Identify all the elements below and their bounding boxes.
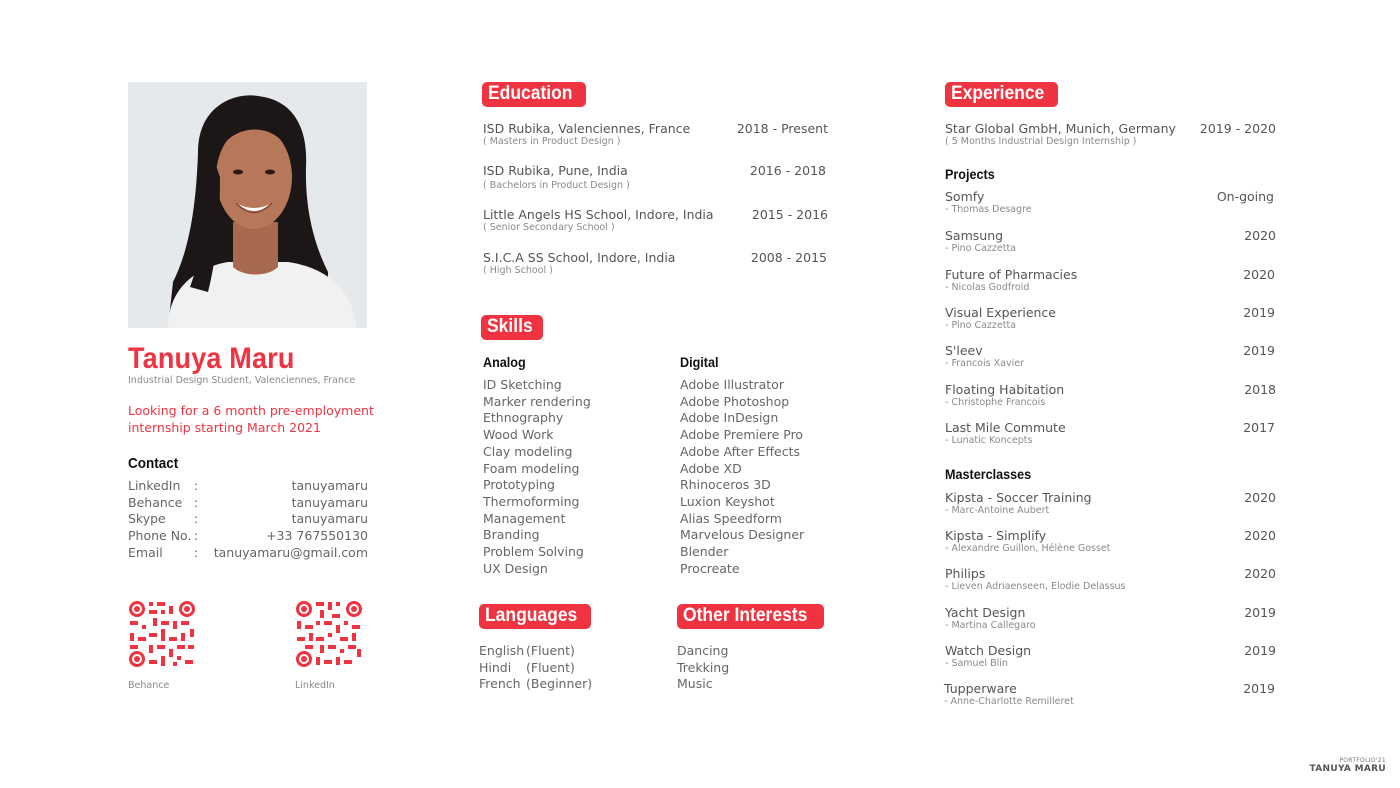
contact-value-linkedin[interactable]: tanuyamaru	[291, 478, 368, 493]
project-title: Somfy	[945, 189, 985, 204]
masterclass-item	[945, 490, 1276, 516]
contact-separator: :	[194, 495, 199, 510]
contact-separator: :	[194, 528, 199, 543]
masterclass-item	[945, 643, 1276, 669]
contact-label: Behance	[128, 495, 183, 510]
masterclass-title: Tupperware	[944, 681, 1017, 696]
masterclass-year: 2019	[1244, 605, 1276, 620]
project-item	[945, 305, 1275, 331]
contact-row-linkedin	[128, 478, 368, 495]
skill-item: Adobe XD	[680, 460, 742, 476]
project-title: Future of Pharmacies	[945, 267, 1078, 282]
project-item	[945, 343, 1275, 369]
languages-heading-text: Languages	[485, 605, 578, 626]
language-item	[479, 643, 592, 660]
project-year: 2018	[1244, 382, 1276, 397]
projects-heading: Projects	[945, 166, 995, 182]
behance-qr-code[interactable]	[128, 600, 196, 668]
skill-item: Blender	[680, 544, 729, 560]
masterclass-title: Kipsta - Simplify	[945, 528, 1047, 543]
project-mentor: - Christophe Francois	[945, 397, 1046, 408]
project-item	[945, 382, 1276, 408]
education-heading-text: Education	[488, 83, 573, 104]
masterclass-mentor: - Martina Callegaro	[945, 620, 1036, 631]
language-item	[479, 660, 592, 677]
interest-item: Trekking	[677, 659, 730, 675]
skill-item: Adobe Illustrator	[680, 377, 784, 392]
experience-heading	[945, 82, 1058, 107]
contact-label: LinkedIn	[128, 478, 181, 493]
contact-row-phone	[128, 528, 368, 545]
portfolio-footer-label: PORTFOLIO'21	[1339, 757, 1386, 764]
skill-item: Problem Solving	[483, 544, 584, 560]
education-years: 2016 - 2018	[749, 163, 826, 178]
skill-item: Adobe Premiere Pro	[680, 427, 804, 443]
job-years: 2019 - 2020	[1199, 121, 1276, 136]
contact-separator: :	[194, 478, 199, 493]
internship-statement-line2: internship starting March 2021	[128, 420, 321, 435]
profile-subtitle: Industrial Design Student, Valenciennes, France	[128, 375, 356, 386]
portrait-illustration	[128, 82, 367, 328]
language-level: (Fluent)	[526, 659, 575, 675]
project-mentor: - Pino Cazzetta	[945, 320, 1017, 331]
skill-item: Marvelous Designer	[680, 527, 805, 543]
internship-statement	[128, 402, 388, 436]
education-title: ISD Rubika, Valenciennes, France	[483, 121, 691, 136]
interest-item: Music	[677, 676, 713, 692]
education-item	[483, 250, 827, 276]
project-item	[945, 189, 1274, 215]
skill-item: Adobe After Effects	[680, 443, 800, 459]
contact-row-skype	[128, 511, 368, 528]
linkedin-qr-code[interactable]	[295, 600, 363, 668]
masterclass-mentor: - Samuel Blin	[945, 658, 1008, 669]
contact-row-email	[128, 545, 368, 562]
education-years: 2018 - Present	[736, 121, 828, 136]
contact-label: Email	[128, 545, 163, 560]
skill-item: Rhinoceros 3D	[680, 477, 771, 493]
contact-heading: Contact	[128, 455, 179, 472]
education-item	[483, 163, 826, 191]
language-name: English	[479, 643, 525, 658]
language-name: Hindi	[479, 659, 512, 675]
masterclass-year: 2020	[1244, 490, 1276, 505]
digital-heading: Digital	[680, 354, 719, 370]
masterclass-mentor: - Alexandre Guillon, Hélène Gosset	[945, 543, 1111, 554]
language-name: French	[479, 676, 521, 692]
project-title: Floating Habitation	[945, 382, 1065, 397]
masterclass-year: 2020	[1244, 566, 1276, 581]
project-mentor: - Francois Xavier	[945, 358, 1024, 369]
education-item	[483, 121, 828, 147]
education-degree: ( Masters in Product Design )	[483, 136, 621, 147]
skill-item: Procreate	[680, 560, 740, 576]
skill-item: ID Sketching	[483, 377, 562, 392]
contact-value-skype[interactable]: tanuyamaru	[291, 511, 368, 526]
skill-item: Adobe InDesign	[680, 410, 779, 426]
masterclass-mentor: - Lieven Adriaenseen, Elodie Delassus	[945, 581, 1126, 592]
education-years: 2015 - 2016	[751, 207, 828, 222]
project-year: 2019	[1243, 305, 1275, 320]
skills-heading-text: Skills	[487, 316, 533, 337]
linkedin-qr-label: LinkedIn	[295, 680, 335, 691]
project-year: 2020	[1243, 267, 1275, 282]
contact-label: Phone No.	[128, 528, 192, 543]
skill-item: Adobe Photoshop	[680, 393, 790, 409]
analog-skills-list	[483, 377, 591, 577]
education-heading	[482, 82, 586, 107]
contact-row-behance	[128, 495, 368, 512]
masterclass-year: 2020	[1244, 528, 1276, 543]
education-title: ISD Rubika, Pune, India	[483, 163, 628, 178]
project-title: Last Mile Commute	[945, 420, 1066, 435]
masterclass-item	[944, 681, 1275, 707]
experience-heading-text: Experience	[951, 83, 1045, 104]
project-item	[945, 228, 1276, 254]
interests-heading	[677, 604, 824, 629]
education-degree: ( Senior Secondary School )	[483, 222, 615, 233]
project-item	[945, 420, 1275, 446]
masterclass-item	[945, 605, 1276, 631]
skill-item: Wood Work	[483, 427, 554, 443]
profile-photo	[128, 82, 367, 328]
project-year: 2017	[1243, 420, 1275, 435]
masterclass-item	[945, 528, 1276, 554]
languages-heading	[479, 604, 591, 629]
behance-qr-label: Behance	[128, 680, 170, 691]
skill-item: Alias Speedform	[680, 510, 782, 526]
skill-item: Clay modeling	[483, 443, 573, 459]
project-mentor: - Nicolas Godfroid	[945, 282, 1030, 293]
interests-list	[677, 643, 729, 693]
profile-name: Tanuya Maru	[128, 342, 295, 375]
skill-item: Ethnography	[483, 410, 564, 426]
project-title: S'leev	[945, 343, 983, 358]
digital-skills-list	[680, 377, 804, 577]
contact-label: Skype	[128, 511, 166, 526]
contact-separator: :	[194, 545, 199, 560]
masterclass-title: Kipsta - Soccer Training	[945, 490, 1092, 505]
masterclass-title: Watch Design	[945, 643, 1032, 658]
skill-item: Foam modeling	[483, 460, 580, 476]
project-title: Visual Experience	[945, 305, 1056, 320]
skill-item: UX Design	[483, 560, 548, 576]
masterclass-title: Yacht Design	[945, 605, 1026, 620]
interest-item: Dancing	[677, 643, 729, 658]
project-mentor: - Thomas Desagre	[945, 204, 1032, 215]
project-mentor: - Pino Cazzetta	[945, 243, 1017, 254]
skill-item: Luxion Keyshot	[680, 493, 775, 509]
masterclass-year: 2019	[1244, 643, 1276, 658]
project-mentor: - Lunatic Koncepts	[945, 435, 1033, 446]
language-item	[479, 676, 592, 693]
masterclass-item	[945, 566, 1276, 592]
internship-statement-line1: Looking for a 6 month pre-employment	[128, 403, 374, 418]
education-years: 2008 - 2015	[750, 250, 827, 265]
qr-code-icon	[128, 600, 196, 668]
masterclasses-heading: Masterclasses	[945, 466, 1032, 482]
masterclass-year: 2019	[1243, 681, 1275, 696]
education-degree: ( Bachelors in Product Design )	[483, 180, 630, 191]
contact-value-behance[interactable]: tanuyamaru	[291, 495, 368, 510]
qr-code-icon	[295, 600, 363, 668]
masterclass-mentor: - Anne-Charlotte Remilleret	[944, 696, 1074, 707]
job-title: Star Global GmbH, Munich, Germany	[945, 121, 1176, 136]
languages-list	[479, 643, 592, 693]
education-degree: ( High School )	[483, 265, 553, 276]
project-year: On-going	[1216, 189, 1274, 204]
contact-separator: :	[194, 511, 199, 526]
portfolio-footer-name: TANUYA MARU	[1309, 764, 1386, 774]
skill-item: Thermoforming	[483, 493, 580, 509]
contact-value-email[interactable]: tanuyamaru@gmail.com	[213, 545, 368, 560]
project-year: 2020	[1244, 228, 1276, 243]
interests-heading-text: Other Interests	[683, 605, 808, 626]
education-item	[483, 207, 828, 233]
project-title: Samsung	[945, 228, 1004, 243]
language-level: (Beginner)	[526, 676, 593, 692]
experience-job	[945, 121, 1276, 147]
language-level: (Fluent)	[526, 643, 575, 658]
skill-item: Prototyping	[483, 477, 555, 493]
contact-value-phone[interactable]: +33 767550130	[266, 528, 368, 543]
education-title: S.I.C.A SS School, Indore, India	[483, 250, 676, 265]
skill-item: Management	[483, 510, 566, 526]
project-year: 2019	[1243, 343, 1275, 358]
skill-item: Branding	[483, 527, 540, 543]
masterclass-mentor: - Marc-Antoine Aubert	[945, 505, 1050, 516]
job-description: ( 5 Months Industrial Design Internship )	[945, 136, 1137, 147]
skill-item: Marker rendering	[483, 393, 591, 409]
skills-heading	[481, 315, 543, 340]
education-title: Little Angels HS School, Indore, India	[483, 207, 714, 222]
project-item	[945, 267, 1275, 293]
masterclass-title: Philips	[945, 566, 986, 581]
analog-heading: Analog	[483, 354, 526, 370]
